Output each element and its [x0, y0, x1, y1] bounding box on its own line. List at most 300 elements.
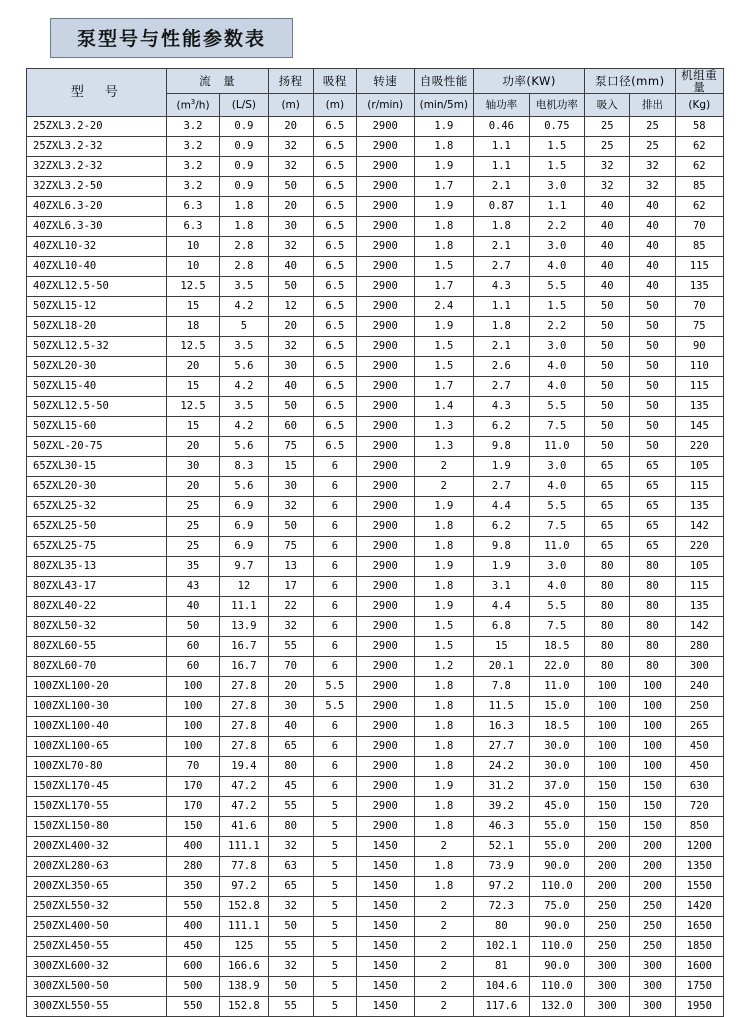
cell-weight: 62 — [675, 157, 723, 177]
cell-weight: 850 — [675, 817, 723, 837]
cell-weight: 250 — [675, 697, 723, 717]
cell-weight: 145 — [675, 417, 723, 437]
cell-outlet: 65 — [630, 497, 675, 517]
cell-model: 40ZXL10-32 — [27, 237, 167, 257]
cell-weight: 450 — [675, 757, 723, 777]
cell-flow-m3h: 25 — [166, 497, 219, 517]
cell-motor-power: 2.2 — [529, 317, 585, 337]
header-head: 扬程 — [268, 69, 313, 94]
cell-motor-power: 7.5 — [529, 517, 585, 537]
cell-model: 80ZXL50-32 — [27, 617, 167, 637]
cell-suction: 5 — [313, 817, 356, 837]
cell-motor-power: 3.0 — [529, 177, 585, 197]
cell-suction: 5 — [313, 997, 356, 1017]
cell-head: 63 — [268, 857, 313, 877]
cell-weight: 1550 — [675, 877, 723, 897]
cell-model: 150ZXL150-80 — [27, 817, 167, 837]
cell-inlet: 50 — [585, 417, 630, 437]
cell-self-prime: 1.8 — [414, 857, 474, 877]
cell-motor-power: 1.5 — [529, 157, 585, 177]
cell-model: 65ZXL25-50 — [27, 517, 167, 537]
cell-flow-ls: 6.9 — [220, 497, 268, 517]
cell-flow-ls: 19.4 — [220, 757, 268, 777]
cell-model: 32ZXL3.2-50 — [27, 177, 167, 197]
cell-shaft-power: 24.2 — [474, 757, 530, 777]
cell-motor-power: 7.5 — [529, 617, 585, 637]
cell-head: 80 — [268, 757, 313, 777]
cell-inlet: 250 — [585, 937, 630, 957]
header-self-prime-unit: (min/5m) — [414, 94, 474, 117]
cell-weight: 62 — [675, 197, 723, 217]
cell-speed: 2900 — [356, 277, 414, 297]
table-row — [27, 497, 724, 517]
cell-head: 50 — [268, 917, 313, 937]
table-row — [27, 617, 724, 637]
cell-head: 32 — [268, 617, 313, 637]
cell-suction: 5.5 — [313, 677, 356, 697]
cell-shaft-power: 1.9 — [474, 457, 530, 477]
cell-flow-m3h: 280 — [166, 857, 219, 877]
cell-self-prime: 1.8 — [414, 517, 474, 537]
cell-speed: 2900 — [356, 357, 414, 377]
cell-inlet: 100 — [585, 697, 630, 717]
page-title: 泵型号与性能参数表 — [77, 28, 267, 50]
cell-model: 65ZXL30-15 — [27, 457, 167, 477]
cell-suction: 6 — [313, 497, 356, 517]
cell-flow-ls: 125 — [220, 937, 268, 957]
cell-self-prime: 2 — [414, 977, 474, 997]
table-row — [27, 917, 724, 937]
table-row — [27, 697, 724, 717]
cell-speed: 2900 — [356, 297, 414, 317]
cell-shaft-power: 0.87 — [474, 197, 530, 217]
cell-model: 80ZXL60-55 — [27, 637, 167, 657]
cell-speed: 2900 — [356, 337, 414, 357]
table-row — [27, 237, 724, 257]
cell-flow-ls: 8.3 — [220, 457, 268, 477]
cell-flow-m3h: 3.2 — [166, 177, 219, 197]
cell-shaft-power: 6.2 — [474, 417, 530, 437]
cell-shaft-power: 7.8 — [474, 677, 530, 697]
cell-self-prime: 1.8 — [414, 797, 474, 817]
cell-model: 32ZXL3.2-32 — [27, 157, 167, 177]
cell-motor-power: 45.0 — [529, 797, 585, 817]
cell-flow-ls: 16.7 — [220, 657, 268, 677]
cell-self-prime: 1.5 — [414, 337, 474, 357]
cell-speed: 2900 — [356, 537, 414, 557]
cell-model: 100ZXL100-65 — [27, 737, 167, 757]
cell-flow-ls: 3.5 — [220, 277, 268, 297]
cell-motor-power: 1.5 — [529, 297, 585, 317]
cell-self-prime: 1.8 — [414, 817, 474, 837]
cell-suction: 6 — [313, 577, 356, 597]
cell-inlet: 50 — [585, 337, 630, 357]
cell-flow-ls: 0.9 — [220, 157, 268, 177]
table-row — [27, 477, 724, 497]
cell-flow-m3h: 100 — [166, 737, 219, 757]
table-row — [27, 137, 724, 157]
cell-inlet: 25 — [585, 137, 630, 157]
cell-shaft-power: 1.1 — [474, 137, 530, 157]
cell-flow-m3h: 10 — [166, 257, 219, 277]
cell-speed: 2900 — [356, 437, 414, 457]
cell-self-prime: 1.8 — [414, 757, 474, 777]
cell-head: 32 — [268, 337, 313, 357]
cell-flow-m3h: 50 — [166, 617, 219, 637]
cell-flow-ls: 47.2 — [220, 797, 268, 817]
cell-self-prime: 1.2 — [414, 657, 474, 677]
cell-flow-ls: 5 — [220, 317, 268, 337]
cell-weight: 58 — [675, 117, 723, 137]
table-row — [27, 177, 724, 197]
cell-flow-ls: 12 — [220, 577, 268, 597]
cell-inlet: 40 — [585, 197, 630, 217]
table-row — [27, 397, 724, 417]
cell-weight: 70 — [675, 297, 723, 317]
cell-flow-m3h: 150 — [166, 817, 219, 837]
header-suction-unit: (m) — [313, 94, 356, 117]
cell-head: 50 — [268, 977, 313, 997]
table-row — [27, 377, 724, 397]
cell-head: 32 — [268, 157, 313, 177]
cell-motor-power: 37.0 — [529, 777, 585, 797]
cell-flow-m3h: 12.5 — [166, 397, 219, 417]
cell-motor-power: 1.1 — [529, 197, 585, 217]
cell-flow-m3h: 15 — [166, 297, 219, 317]
cell-outlet: 300 — [630, 997, 675, 1017]
cell-inlet: 32 — [585, 157, 630, 177]
cell-inlet: 50 — [585, 397, 630, 417]
cell-inlet: 50 — [585, 357, 630, 377]
cell-suction: 6.5 — [313, 217, 356, 237]
table-row — [27, 537, 724, 557]
cell-weight: 220 — [675, 437, 723, 457]
cell-shaft-power: 31.2 — [474, 777, 530, 797]
cell-outlet: 32 — [630, 157, 675, 177]
cell-shaft-power: 9.8 — [474, 437, 530, 457]
cell-inlet: 300 — [585, 957, 630, 977]
cell-outlet: 100 — [630, 697, 675, 717]
cell-flow-m3h: 60 — [166, 637, 219, 657]
header-head-unit: (m) — [268, 94, 313, 117]
table-row — [27, 757, 724, 777]
cell-head: 20 — [268, 317, 313, 337]
cell-outlet: 65 — [630, 457, 675, 477]
cell-self-prime: 2 — [414, 897, 474, 917]
cell-outlet: 200 — [630, 837, 675, 857]
cell-flow-ls: 41.6 — [220, 817, 268, 837]
cell-suction: 6.5 — [313, 197, 356, 217]
table-row — [27, 657, 724, 677]
table-row — [27, 577, 724, 597]
cell-flow-m3h: 450 — [166, 937, 219, 957]
cell-model: 250ZXL450-55 — [27, 937, 167, 957]
header-port-outlet: 排出 — [630, 94, 675, 117]
cell-suction: 6 — [313, 777, 356, 797]
cell-model: 50ZXL15-60 — [27, 417, 167, 437]
cell-flow-ls: 0.9 — [220, 117, 268, 137]
cell-motor-power: 4.0 — [529, 257, 585, 277]
cell-weight: 220 — [675, 537, 723, 557]
cell-shaft-power: 2.7 — [474, 377, 530, 397]
cell-speed: 2900 — [356, 377, 414, 397]
header-speed-unit: (r/min) — [356, 94, 414, 117]
table-body — [27, 117, 724, 1017]
cell-motor-power: 4.0 — [529, 377, 585, 397]
cell-motor-power: 11.0 — [529, 537, 585, 557]
cell-weight: 135 — [675, 277, 723, 297]
cell-flow-m3h: 25 — [166, 537, 219, 557]
cell-model: 100ZXL100-30 — [27, 697, 167, 717]
cell-weight: 135 — [675, 597, 723, 617]
cell-suction: 6 — [313, 537, 356, 557]
cell-weight: 1350 — [675, 857, 723, 877]
table-row — [27, 637, 724, 657]
cell-self-prime: 2 — [414, 957, 474, 977]
cell-speed: 2900 — [356, 697, 414, 717]
cell-motor-power: 3.0 — [529, 557, 585, 577]
cell-motor-power: 7.5 — [529, 417, 585, 437]
cell-flow-ls: 152.8 — [220, 997, 268, 1017]
cell-shaft-power: 27.7 — [474, 737, 530, 757]
table-row — [27, 437, 724, 457]
cell-head: 32 — [268, 137, 313, 157]
cell-inlet: 200 — [585, 857, 630, 877]
cell-weight: 115 — [675, 257, 723, 277]
table-row — [27, 337, 724, 357]
cell-shaft-power: 117.6 — [474, 997, 530, 1017]
cell-head: 70 — [268, 657, 313, 677]
cell-shaft-power: 6.8 — [474, 617, 530, 637]
cell-head: 55 — [268, 797, 313, 817]
table-row — [27, 837, 724, 857]
cell-suction: 6.5 — [313, 437, 356, 457]
cell-inlet: 200 — [585, 877, 630, 897]
cell-model: 50ZXL12.5-50 — [27, 397, 167, 417]
cell-self-prime: 1.5 — [414, 637, 474, 657]
cell-flow-ls: 6.9 — [220, 517, 268, 537]
cell-head: 17 — [268, 577, 313, 597]
cell-inlet: 65 — [585, 497, 630, 517]
cell-inlet: 50 — [585, 377, 630, 397]
cell-weight: 115 — [675, 377, 723, 397]
cell-speed: 2900 — [356, 777, 414, 797]
cell-head: 32 — [268, 497, 313, 517]
cell-motor-power: 1.5 — [529, 137, 585, 157]
cell-motor-power: 5.5 — [529, 597, 585, 617]
cell-outlet: 25 — [630, 137, 675, 157]
cell-motor-power: 11.0 — [529, 437, 585, 457]
cell-inlet: 100 — [585, 737, 630, 757]
cell-self-prime: 1.3 — [414, 437, 474, 457]
cell-speed: 1450 — [356, 997, 414, 1017]
cell-suction: 6 — [313, 757, 356, 777]
cell-inlet: 40 — [585, 237, 630, 257]
cell-suction: 6.5 — [313, 417, 356, 437]
cell-suction: 6 — [313, 717, 356, 737]
cell-suction: 6 — [313, 597, 356, 617]
cell-self-prime: 1.8 — [414, 237, 474, 257]
cell-weight: 85 — [675, 177, 723, 197]
cell-flow-m3h: 12.5 — [166, 277, 219, 297]
cell-suction: 5 — [313, 917, 356, 937]
cell-flow-ls: 47.2 — [220, 777, 268, 797]
cell-shaft-power: 11.5 — [474, 697, 530, 717]
document-title-banner — [50, 18, 293, 58]
cell-speed: 1450 — [356, 857, 414, 877]
cell-shaft-power: 1.8 — [474, 217, 530, 237]
cell-flow-ls: 166.6 — [220, 957, 268, 977]
cell-flow-m3h: 100 — [166, 717, 219, 737]
cell-head: 22 — [268, 597, 313, 617]
table-row — [27, 797, 724, 817]
cell-flow-m3h: 3.2 — [166, 117, 219, 137]
cell-weight: 110 — [675, 357, 723, 377]
cell-speed: 1450 — [356, 877, 414, 897]
cell-outlet: 80 — [630, 597, 675, 617]
cell-speed: 2900 — [356, 137, 414, 157]
cell-shaft-power: 3.1 — [474, 577, 530, 597]
cell-weight: 450 — [675, 737, 723, 757]
cell-flow-m3h: 12.5 — [166, 337, 219, 357]
cell-inlet: 250 — [585, 917, 630, 937]
cell-model: 65ZXL25-75 — [27, 537, 167, 557]
cell-shaft-power: 2.1 — [474, 177, 530, 197]
cell-flow-m3h: 30 — [166, 457, 219, 477]
cell-motor-power: 22.0 — [529, 657, 585, 677]
cell-head: 65 — [268, 737, 313, 757]
cell-weight: 142 — [675, 617, 723, 637]
cell-suction: 5 — [313, 877, 356, 897]
header-flow: 流 量 — [166, 69, 268, 94]
cell-flow-m3h: 600 — [166, 957, 219, 977]
cell-model: 80ZXL43-17 — [27, 577, 167, 597]
cell-outlet: 200 — [630, 857, 675, 877]
header-shaft-power: 轴功率 — [474, 94, 530, 117]
cell-flow-ls: 111.1 — [220, 837, 268, 857]
cell-speed: 2900 — [356, 397, 414, 417]
cell-inlet: 25 — [585, 117, 630, 137]
cell-inlet: 80 — [585, 557, 630, 577]
cell-shaft-power: 2.1 — [474, 237, 530, 257]
cell-flow-ls: 27.8 — [220, 697, 268, 717]
cell-flow-m3h: 100 — [166, 677, 219, 697]
cell-head: 40 — [268, 377, 313, 397]
cell-self-prime: 2 — [414, 457, 474, 477]
cell-shaft-power: 16.3 — [474, 717, 530, 737]
cell-head: 40 — [268, 717, 313, 737]
cell-flow-m3h: 3.2 — [166, 137, 219, 157]
cell-outlet: 40 — [630, 277, 675, 297]
cell-outlet: 40 — [630, 217, 675, 237]
cell-head: 40 — [268, 257, 313, 277]
cell-shaft-power: 73.9 — [474, 857, 530, 877]
cell-suction: 6.5 — [313, 117, 356, 137]
cell-speed: 2900 — [356, 577, 414, 597]
cell-weight: 265 — [675, 717, 723, 737]
cell-speed: 2900 — [356, 817, 414, 837]
cell-outlet: 80 — [630, 637, 675, 657]
cell-model: 65ZXL20-30 — [27, 477, 167, 497]
cell-motor-power: 110.0 — [529, 877, 585, 897]
cell-head: 20 — [268, 117, 313, 137]
cell-inlet: 50 — [585, 437, 630, 457]
cell-flow-m3h: 60 — [166, 657, 219, 677]
cell-shaft-power: 2.6 — [474, 357, 530, 377]
cell-weight: 1200 — [675, 837, 723, 857]
cell-flow-m3h: 18 — [166, 317, 219, 337]
cell-shaft-power: 1.1 — [474, 157, 530, 177]
table-row — [27, 197, 724, 217]
table-row — [27, 817, 724, 837]
cell-motor-power: 4.0 — [529, 357, 585, 377]
cell-flow-ls: 3.5 — [220, 397, 268, 417]
cell-self-prime: 1.7 — [414, 177, 474, 197]
cell-suction: 5 — [313, 897, 356, 917]
cell-self-prime: 1.9 — [414, 557, 474, 577]
cell-outlet: 65 — [630, 537, 675, 557]
cell-model: 65ZXL25-32 — [27, 497, 167, 517]
cell-motor-power: 0.75 — [529, 117, 585, 137]
table-row — [27, 857, 724, 877]
cell-flow-ls: 2.8 — [220, 257, 268, 277]
cell-inlet: 40 — [585, 217, 630, 237]
cell-head: 50 — [268, 277, 313, 297]
cell-motor-power: 2.2 — [529, 217, 585, 237]
cell-model: 40ZXL6.3-30 — [27, 217, 167, 237]
cell-flow-m3h: 20 — [166, 357, 219, 377]
cell-head: 50 — [268, 177, 313, 197]
cell-head: 60 — [268, 417, 313, 437]
cell-suction: 5 — [313, 857, 356, 877]
cell-outlet: 300 — [630, 977, 675, 997]
cell-head: 45 — [268, 777, 313, 797]
table-row — [27, 217, 724, 237]
cell-outlet: 80 — [630, 617, 675, 637]
cell-speed: 2900 — [356, 317, 414, 337]
cell-flow-m3h: 170 — [166, 797, 219, 817]
cell-inlet: 100 — [585, 677, 630, 697]
cell-inlet: 250 — [585, 897, 630, 917]
cell-shaft-power: 2.7 — [474, 477, 530, 497]
cell-model: 40ZXL6.3-20 — [27, 197, 167, 217]
cell-speed: 2900 — [356, 477, 414, 497]
cell-outlet: 50 — [630, 337, 675, 357]
table-row — [27, 357, 724, 377]
cell-outlet: 100 — [630, 757, 675, 777]
cell-self-prime: 2 — [414, 837, 474, 857]
cell-suction: 6 — [313, 637, 356, 657]
cell-outlet: 80 — [630, 557, 675, 577]
table-row — [27, 297, 724, 317]
cell-shaft-power: 1.9 — [474, 557, 530, 577]
table-row — [27, 277, 724, 297]
cell-flow-ls: 16.7 — [220, 637, 268, 657]
cell-inlet: 150 — [585, 777, 630, 797]
cell-speed: 2900 — [356, 197, 414, 217]
cell-outlet: 250 — [630, 897, 675, 917]
header-self-prime: 自吸性能 — [414, 69, 474, 94]
cell-shaft-power: 2.7 — [474, 257, 530, 277]
cell-motor-power: 90.0 — [529, 857, 585, 877]
cell-suction: 6 — [313, 657, 356, 677]
cell-motor-power: 3.0 — [529, 457, 585, 477]
cell-suction: 6 — [313, 457, 356, 477]
cell-flow-m3h: 15 — [166, 417, 219, 437]
cell-inlet: 40 — [585, 257, 630, 277]
cell-flow-ls: 5.6 — [220, 437, 268, 457]
cell-speed: 2900 — [356, 217, 414, 237]
